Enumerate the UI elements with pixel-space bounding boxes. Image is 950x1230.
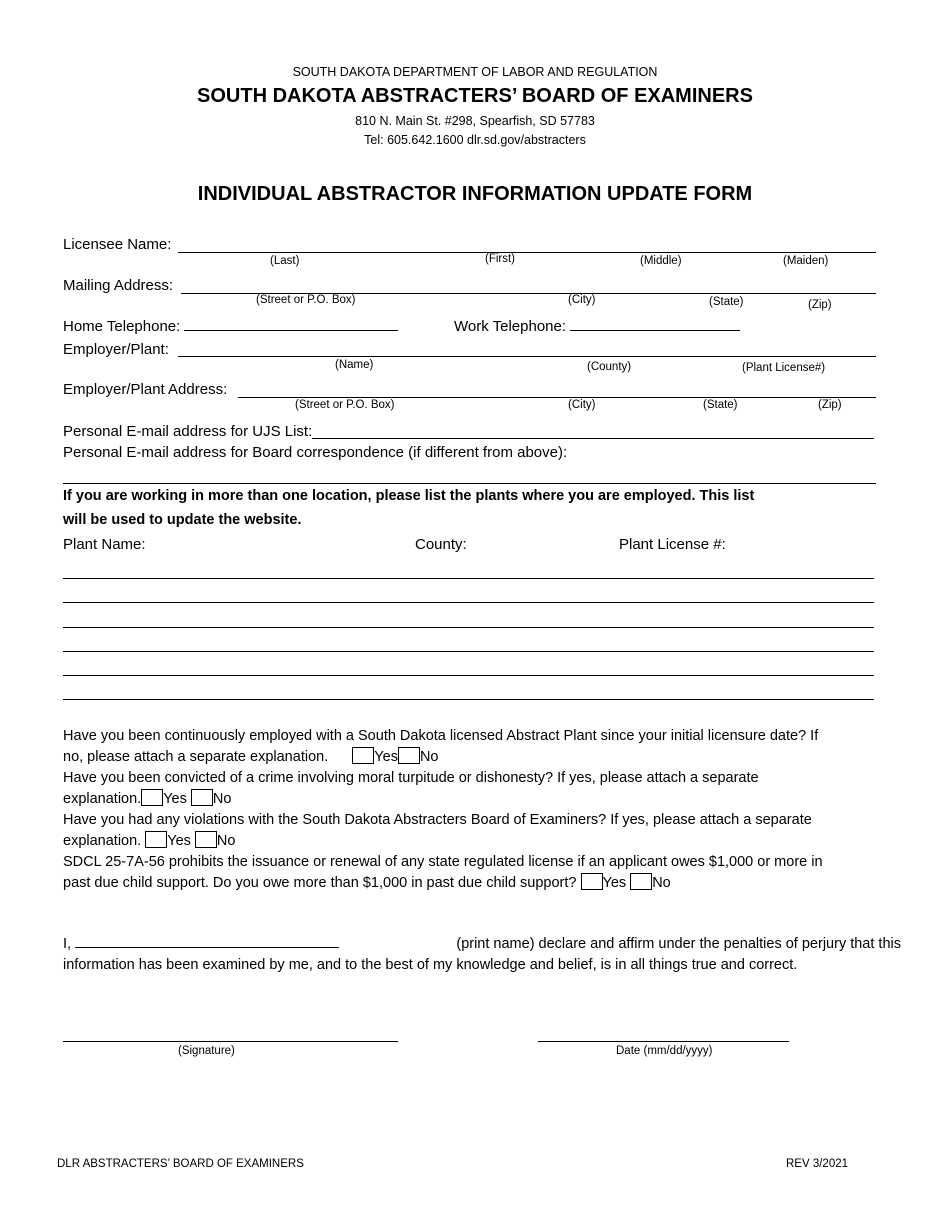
q3-yes-checkbox[interactable] — [145, 831, 167, 848]
board-address: 810 N. Main St. #298, Spearfish, SD 57783 — [355, 114, 595, 128]
question-crime-conviction — [63, 768, 883, 810]
plant-entry-line[interactable] — [63, 602, 874, 603]
date-caption: Date (mm/dd/yyyy) — [616, 1045, 713, 1057]
employer-license-caption: (Plant License#) — [742, 362, 826, 374]
employer-address-field[interactable] — [238, 397, 876, 398]
plant-entry-line[interactable] — [63, 699, 874, 700]
q3-text-line2: explanation. Yes No — [63, 833, 236, 849]
middle-name-caption: (Middle) — [640, 255, 682, 267]
employer-plant-label: Employer/Plant: — [63, 341, 169, 358]
footer-board: DLR ABSTRACTERS’ BOARD OF EXAMINERS — [57, 1158, 304, 1170]
q1-yes-checkbox[interactable] — [352, 747, 374, 764]
employer-city-caption: (City) — [568, 399, 596, 411]
plant-entry-line[interactable] — [63, 675, 874, 676]
work-telephone-field[interactable] — [570, 318, 740, 331]
q2-no-label: No — [212, 791, 232, 807]
form-title: INDIVIDUAL ABSTRACTOR INFORMATION UPDATE FORM — [197, 183, 753, 205]
employer-county-caption: (County) — [587, 361, 632, 373]
plant-entry-line[interactable] — [63, 578, 874, 579]
declaration-line1 — [63, 934, 901, 955]
mailing-state-caption: (State) — [709, 296, 744, 308]
q1-yes-label: Yes — [374, 749, 398, 765]
board-contact: Tel: 605.642.1600 dlr.sd.gov/abstracters — [364, 133, 586, 147]
q3-no-checkbox[interactable] — [195, 831, 217, 848]
mailing-address-label: Mailing Address: — [63, 277, 174, 294]
employer-state-caption: (State) — [703, 399, 738, 411]
first-name-caption: (First) — [485, 253, 516, 265]
declaration — [63, 934, 901, 976]
question-child-support — [63, 852, 883, 894]
signature-caption: (Signature) — [178, 1045, 235, 1057]
q4-no-checkbox[interactable] — [630, 873, 652, 890]
plant-entry-line[interactable] — [63, 651, 874, 652]
maiden-name-caption: (Maiden) — [783, 255, 829, 267]
department-name: SOUTH DAKOTA DEPARTMENT OF LABOR AND REGULATION — [292, 65, 658, 79]
mailing-city-caption: (City) — [568, 294, 596, 306]
mailing-street-caption: (Street or P.O. Box) — [256, 294, 356, 306]
declaration-line1-text: (print name) declare and affirm under the penalties of perjury that this — [456, 936, 901, 952]
q2-text-line2: explanation. Yes No — [63, 791, 232, 807]
q1-text-line2: no, please attach a separate explanation. Yes No — [63, 749, 439, 765]
q2-yes-label: Yes — [163, 791, 187, 807]
board-email-label: Personal E-mail address for Board correspondence (if different from above): — [63, 444, 568, 461]
q4-yes-label: Yes — [602, 875, 627, 891]
work-telephone — [454, 318, 740, 335]
print-name-field[interactable] — [75, 935, 339, 948]
plants-instruction-line1: If you are working in more than one location, please list the plants where you are employed. This list — [63, 488, 755, 504]
q2-no-checkbox[interactable] — [191, 789, 213, 806]
q1-no-checkbox[interactable] — [398, 747, 420, 764]
question-board-violations — [63, 810, 883, 852]
declaration-line2: information has been examined by me, and to the best of my knowledge and belief, is in all things true and correct. — [63, 957, 798, 973]
home-telephone-label: Home Telephone: — [63, 318, 181, 335]
date-field[interactable] — [538, 1041, 789, 1042]
employer-address-label: Employer/Plant Address: — [63, 381, 228, 398]
q3-yes-label: Yes — [167, 833, 191, 849]
q4-yes-checkbox[interactable] — [581, 873, 603, 890]
ujs-email-label: Personal E-mail address for UJS List: — [63, 423, 313, 440]
q3-text-line1: Have you had any violations with the South Dakota Abstracters Board of Examiners? If yes, please attach a separate — [63, 812, 812, 828]
q3-no-label: No — [216, 833, 236, 849]
home-telephone — [63, 318, 398, 335]
q2-yes-checkbox[interactable] — [141, 789, 163, 806]
ujs-email-field[interactable] — [312, 438, 874, 439]
board-name: SOUTH DAKOTA ABSTRACTERS’ BOARD OF EXAMINERS — [197, 85, 753, 107]
board-email-field[interactable] — [63, 483, 876, 484]
licensee-name-label: Licensee Name: — [63, 236, 172, 253]
plants-instruction-line2: will be used to update the website. — [63, 512, 302, 528]
q1-text-line1: Have you been continuously employed with a South Dakota licensed Abstract Plant since your initial licensure date? If — [63, 728, 819, 744]
employer-street-caption: (Street or P.O. Box) — [295, 399, 395, 411]
plant-name-header: Plant Name: — [63, 536, 146, 553]
employer-name-caption: (Name) — [335, 359, 374, 371]
plant-county-header: County: — [415, 536, 467, 553]
mailing-zip-caption: (Zip) — [808, 299, 832, 311]
q2-text-line1: Have you been convicted of a crime involving moral turpitude or dishonesty? If yes, please attach a separate — [63, 770, 759, 786]
question-continuous-employment — [63, 726, 883, 768]
q4-text-line2: past due child support. Do you owe more than $1,000 in past due child support? Yes No — [63, 875, 671, 891]
q4-no-label: No — [652, 875, 671, 891]
plant-license-header: Plant License #: — [619, 536, 726, 553]
last-name-caption: (Last) — [270, 255, 300, 267]
signature-field[interactable] — [63, 1041, 398, 1042]
declaration-prefix: I, — [63, 934, 339, 955]
employer-plant-field[interactable] — [178, 356, 876, 357]
plant-entry-line[interactable] — [63, 627, 874, 628]
home-telephone-field[interactable] — [184, 318, 398, 331]
employer-zip-caption: (Zip) — [818, 399, 842, 411]
q1-no-label: No — [419, 749, 439, 765]
licensee-name-field[interactable] — [178, 252, 876, 253]
q4-text-line1: SDCL 25-7A-56 prohibits the issuance or renewal of any state regulated license if an applicant owes $1,000 or more in — [63, 854, 823, 870]
work-telephone-label: Work Telephone: — [454, 318, 567, 335]
footer-revision: REV 3/2021 — [786, 1158, 849, 1170]
